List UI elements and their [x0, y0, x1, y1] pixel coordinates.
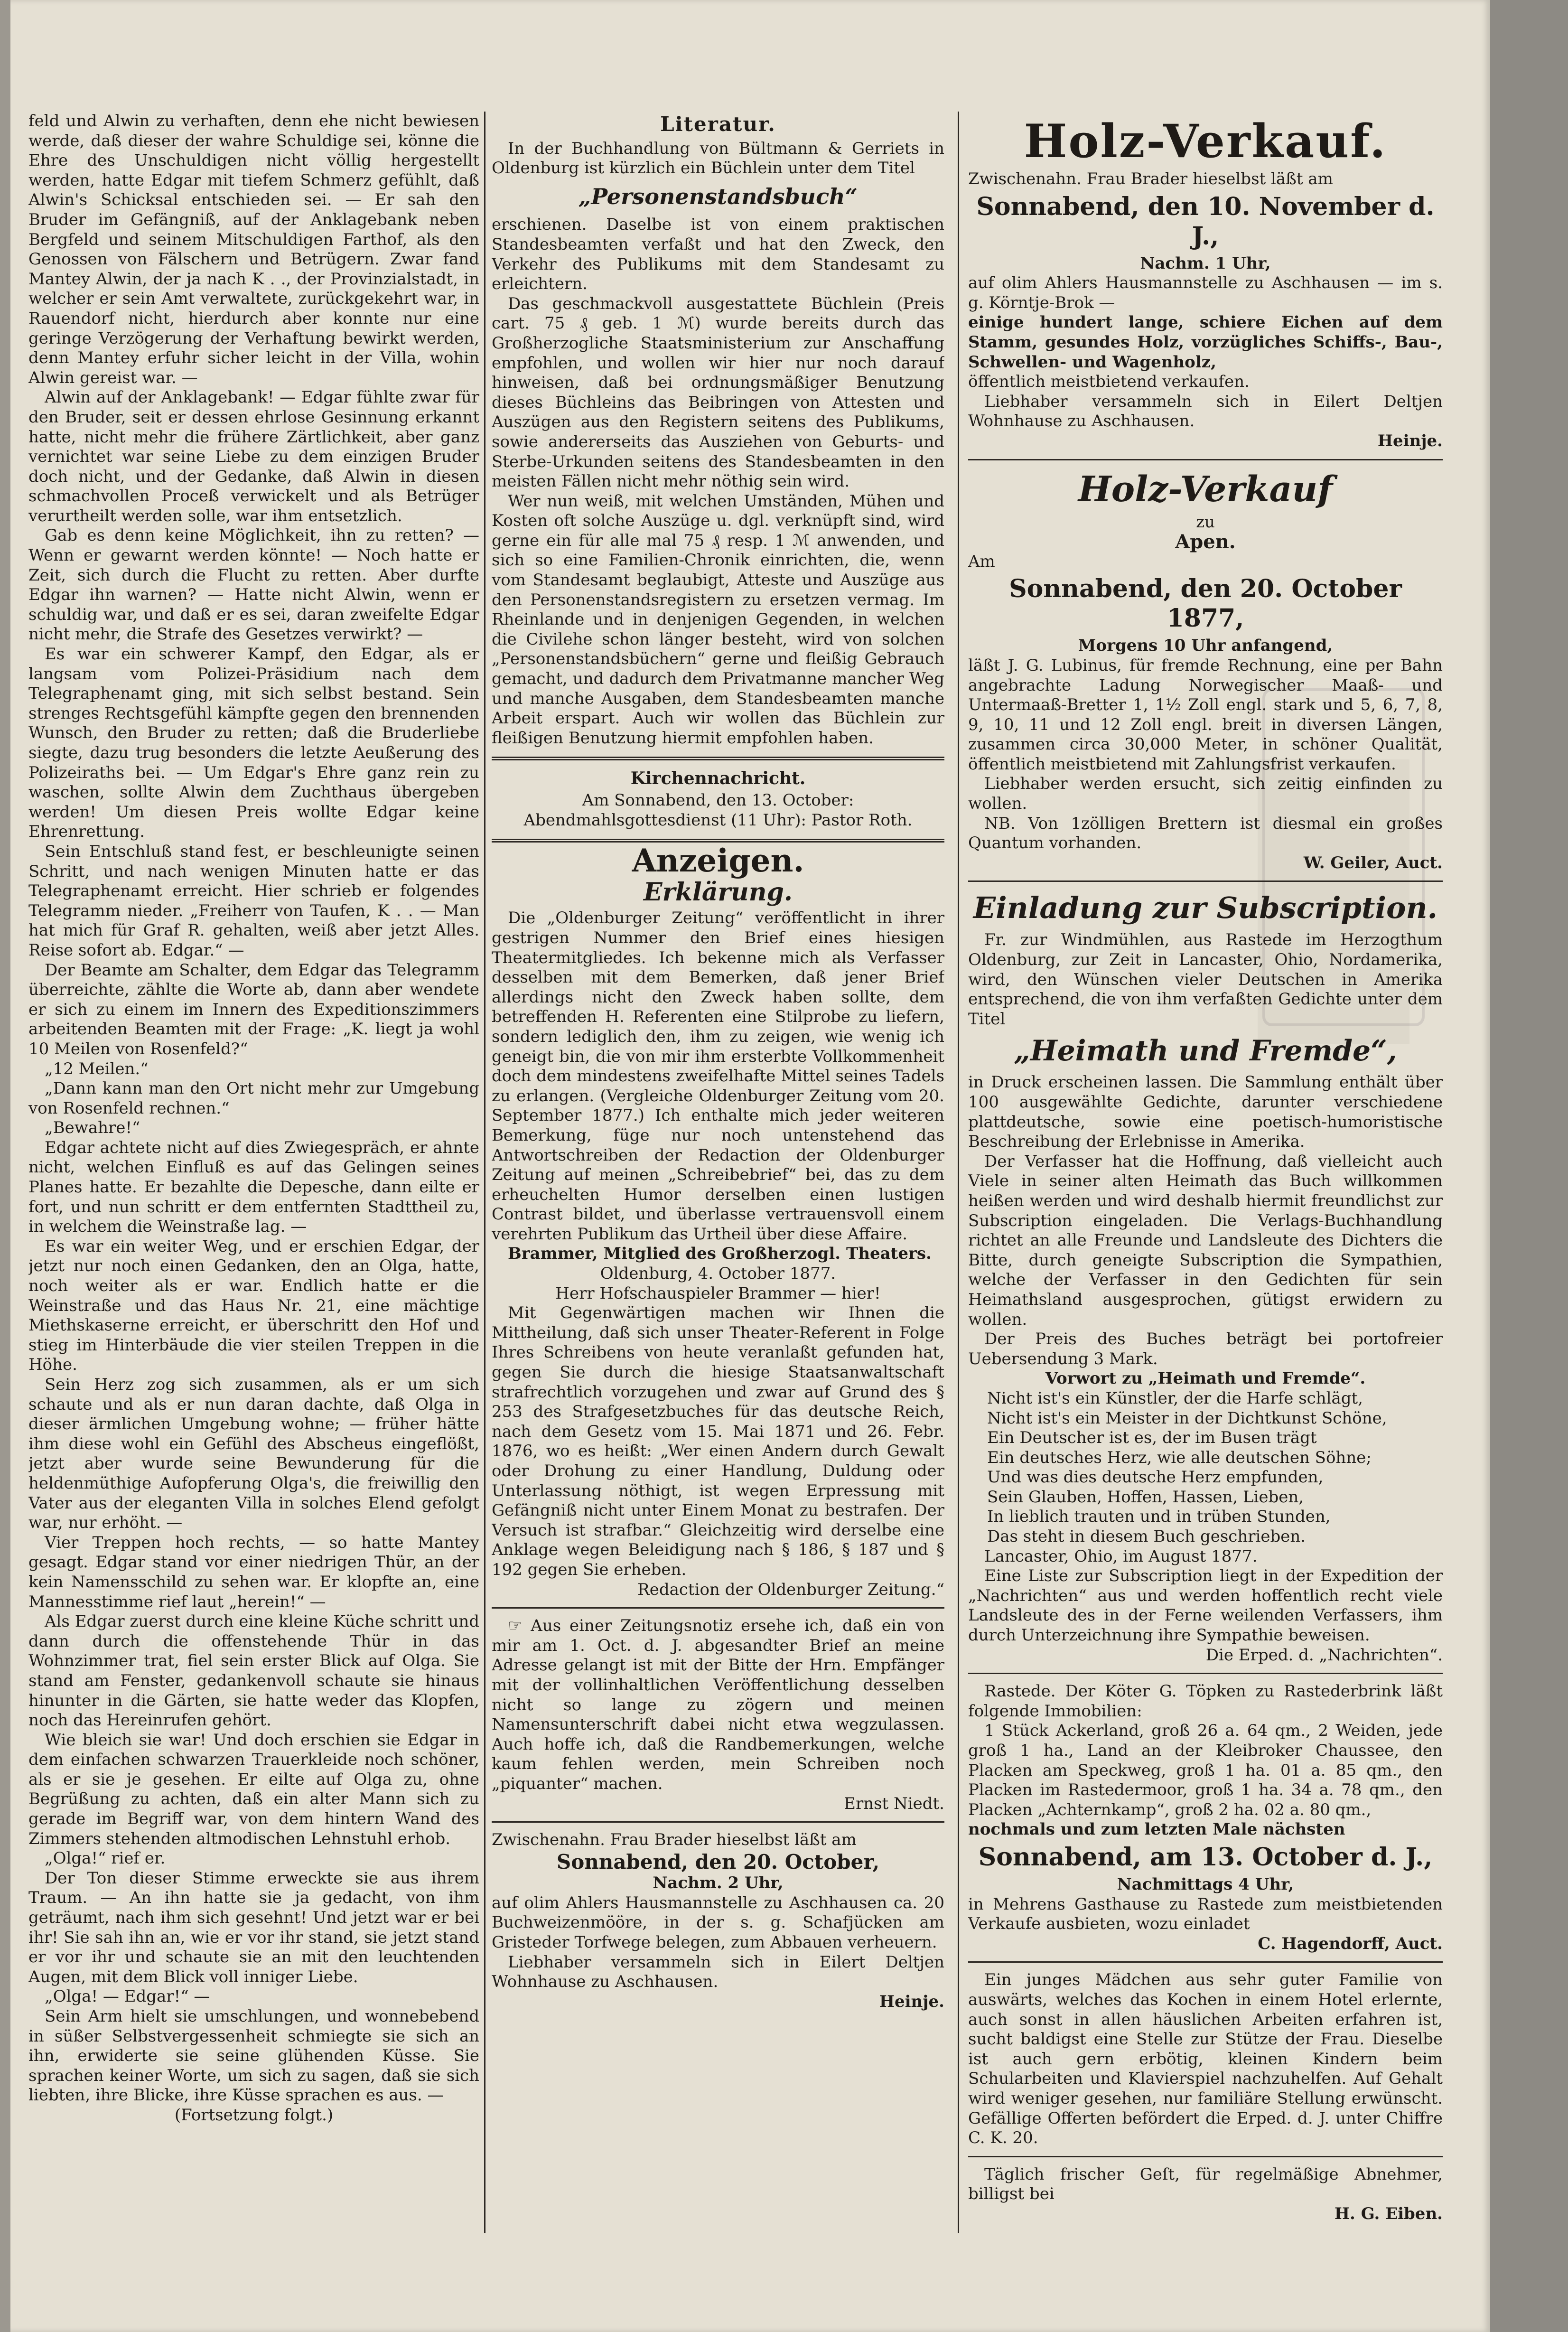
story-paragraph: Vier Treppen hoch rechts, — so hatte Mantey gesagt. Edgar stand vor einer niedrigen Thür, an der kein Namensschild zu sehen war. Er klopfte an, eine Mannesstimme rief laut „herein!“ —	[28, 1533, 479, 1611]
kirchen-heading: Kirchennachricht.	[630, 768, 806, 789]
literatur-paragraph: Wer nun weiß, mit welchen Umständen, Mühen und Kosten oft solche Auszüge u. dgl. verknüpft sind, wird gerne ein für alle mal 75 ₰ resp. 1 ℳ anwenden, und sich so eine Familien-Chronik einrichten, die, wenn vom Standesamt beglaubigt, Atteste und Auszüge aus den Personenstandsregistern zu ersetzen vermag. Im Rheinlande und in denjenigen Gegenden, in welchen die Civilehe schon länger besteht, wird von solchen „Personenstandsbüchern“ gerne und fleißig Gebrauch gemacht, und dadurch dem Privatmanne mancher Weg und manche Ausgaben, dem Standesbeamten manche Arbeit erspart. Auch wir wollen das Büchlein zur fleißigen Benutzung hiermit empfohlen haben.	[492, 491, 944, 748]
section-divider	[492, 1607, 944, 1609]
rastede-paragraph: nochmals und zum letzten Male nächsten	[968, 1820, 1345, 1839]
einladung-paragraph: in Druck erscheinen lassen. Die Sammlung enthält über 100 ausgewählte Gedichte, darunter verschiedene plattdeutsche, sowie eine poetisch-humoristische Beschreibung der Erlebnisse in Amerika.	[968, 1073, 1443, 1152]
holz-paragraph: auf olim Ahlers Hausmannstelle zu Aschhausen — im s. g. Körntje-Brok —	[968, 273, 1443, 312]
oldenburg-date: Oldenburg, 4. October 1877.	[600, 1264, 836, 1283]
redaction-signature: Redaction der Oldenburger Zeitung.“	[637, 1580, 944, 1599]
vorwort-heading: Vorwort zu „Heimath und Fremde“.	[1045, 1369, 1366, 1388]
notiz-signature: Ernst Niedt.	[844, 1794, 944, 1813]
anzeigen-heading: Anzeigen.	[632, 842, 804, 880]
rastede-paragraph: 1 Stück Ackerland, groß 26 a. 64 qm., 2 Weiden, jede groß 1 ha., Land an der Kleibroker Chaussee, den Placken am Speckweg, groß 1 ha. 01 a. 85 qm., den Placken im Rastedermoor, groß 1 ha. 34 a. 78 qm., den Placken „Achternkamp“, groß 2 ha. 02 a. 80 qm.,	[968, 1721, 1443, 1819]
story-paragraph: Als Edgar zuerst durch eine kleine Küche schritt und dann durch die offenstehende Thür in das Wohnzimmer trat, fiel sein erster Blick auf Olga. Sie stand am Fenster, gedankenvoll schaute sie hinaus hinunter in die Gärten, sie hatte weder das Klopfen, noch das Hereinrufen gehört.	[28, 1612, 479, 1730]
poem-line: Und was dies deutsche Herz empfunden,	[987, 1468, 1324, 1487]
poem-line: Ein deutsches Herz, wie alle deutschen Söhne;	[987, 1448, 1372, 1467]
brief-paragraph: Mit Gegenwärtigen machen wir Ihnen die Mittheilung, daß sich unser Theater-Referent in Folge Ihres Schreibens von heute veranlaßt gefunden hat, gegen Sie durch die hiesige Staatsanwaltschaft strafrechtlich vorzugehen und zwar auf Grund des § 253 des Strafgesetzbuches für das deutsche Reich, nach dem Gesetz vom 15. Mai 1871 und 26. Febr. 1876, wo es heißt: „Wer einen Andern durch Gewalt oder Drohung zu einer Handlung, Duldung oder Unterlassung nöthigt, ist wegen Erpressung mit Gefängniß nicht unter Einem Monat zu bestrafen. Der Versuch ist strafbar.“ Gleichzeitig wird derselbe eine Anklage wegen Beleidigung nach § 186, § 187 und § 192 gegen Sie erheben.	[492, 1303, 944, 1579]
holz-bold-paragraph: einige hundert lange, schiere Eichen auf dem Stamm, gesundes Holz, vorzügliches Schiffs-, Bau-, Schwellen- und Wagenholz,	[968, 313, 1443, 372]
story-paragraph: „12 Meilen.“	[45, 1059, 149, 1078]
literatur-paragraph: Das geschmackvoll ausgestattete Büchlein (Preis cart. 75 ₰ geb. 1 ℳ) wurde bereits durch das Großherzogliche Staatsministerium zur Anschaffung empfohlen, und wollen wir hier nur noch darauf hinweisen, daß bei ordnungsmäßiger Benutzung dieses Büchleins das Beibringen von Attesten und Auszügen aus den Registern seitens des Publikums, sowie andererseits das Ausziehen von Geburts- und Sterbe-Urkunden seitens des Standesbeamten in den meisten Fällen nicht mehr nöthig sein wird.	[492, 294, 944, 491]
holz2-place: Apen.	[1175, 531, 1236, 553]
eiben-paragraph: Täglich frischer Geſt, für regelmäßige Abnehmer, billigst bei	[968, 2164, 1443, 2204]
section-divider	[968, 1961, 1443, 1963]
story-paragraph: Es war ein schwerer Kampf, den Edgar, als er langsam vom Polizei-Präsidium nach dem Telegraphenamt ging, mit sich selbst bestand. Sein strenges Rechtsgefühl kämpfte gegen den brennenden Wunsch, den Bruder zu retten; daß die Bruderliebe siegte, dazu trug besonders die letzte Aeußerung des Polizeiraths bei. — Um Edgar's Ehre ganz rein zu waschen, sollte Alwin dem Zuchthaus übergeben werden! Um diesen Preis wollte Edgar keine Ehrenrettung.	[28, 645, 479, 842]
column-serial-story	[28, 112, 479, 2276]
holz2-signature: W. Geiler, Auct.	[1303, 853, 1443, 872]
column-rule-left	[484, 112, 485, 2233]
notiz-paragraph: ☞ Aus einer Zeitungsnotiz ersehe ich, daß ein von mir am 1. Oct. d. J. abgesandter Brief an meine Adresse gelangt ist mit der Bitte der Hrn. Empfänger mit der vollinhaltlichen Veröffentlichung desselben nicht so lange zu zögern und meinen Namensunterschrift dabei nicht etwa wegzulassen. Auch hoffe ich, daß die Randbemerkungen, welche kaum fehlen werden, mein Schreiben noch „piquanter“ machen.	[492, 1616, 944, 1793]
brammer-signature: Brammer, Mitglied des Großherzogl. Theaters.	[508, 1244, 932, 1264]
holz-signature: Heinje.	[1377, 431, 1443, 450]
story-paragraph: Gab es denn keine Möglichkeit, ihn zu retten? — Wenn er gewarnt werden könnte! — Noch hatte er Zeit, sich durch die Flucht zu retten. Aber durfte Edgar ihn warnen? — Hatte nicht Alwin, wenn er schuldig war, und daß er es sei, daran zweifelte Edgar nicht mehr, die Strafe des Gesetzes verwirkt? —	[28, 526, 479, 644]
story-paragraph: „Olga!“ rief er.	[45, 1849, 166, 1868]
literatur-paragraph: erschienen. Daselbe ist von einem praktischen Standesbeamten verfaßt und hat den Zweck, den Verkehr des Publikums mit dem Standesamt zu erleichtern.	[492, 215, 944, 294]
column-advertisements	[968, 112, 1443, 2295]
poem-line: Ein Deutscher ist es, der im Busen trägt	[987, 1428, 1317, 1448]
einladung-paragraph: Eine Liste zur Subscription liegt in der Expedition der „Nachrichten“ aus und werden hoffentlich recht viele Landsleute des in der Ferne weilenden Verfassers, ihm durch Unterzeichnung ihre Sympathie beweisen.	[968, 1566, 1443, 1645]
story-paragraph: „Bewahre!“	[45, 1118, 140, 1138]
story-paragraph: Der Beamte am Schalter, dem Edgar das Telegramm überreichte, zählte die Worte ab, dann aber wendete er sich zu einem im Innern des Expeditionszimmers arbeitenden Beamten mit der Frage: „K. liegt ja wohl 10 Meilen von Rosenfeld?“	[28, 960, 479, 1058]
holz2-am: Am	[968, 552, 995, 571]
section-divider	[968, 459, 1443, 460]
poem-line: Sein Glauben, Hoffen, Hassen, Lieben,	[987, 1487, 1304, 1507]
story-paragraph: Der Ton dieser Stimme erweckte sie aus ihrem Traum. — An ihn hatte sie ja gedacht, von ihm geträumt, nach ihm sich gesehnt! Und jetzt war er bei ihr! Sie sah ihn an, wie er vor ihr stand, sie jetzt stand er vor ihr und schaute sie an mit den leuchtenden Augen, mit dem Blick voll inniger Liebe.	[28, 1868, 479, 1986]
story-paragraph: Es war ein weiter Weg, und er erschien Edgar, der jetzt nur noch einen Gedanken, den an Olga, hatte, noch weiter als er war. Endlich hatte er die Weinstraße und das Haus Nr. 21, eine mächtige Miethskaserne erreicht, er überschritt den Hof und stieg im Hinterbäude die vier steilen Treppen in die Höhe.	[28, 1236, 479, 1375]
binding-gutter	[0, 0, 10, 2332]
poem	[987, 1389, 1443, 1547]
story-paragraph: Sein Arm hielt sie umschlungen, und wonnebebend in süßer Selbstvergessenheit schmiegte sie sich an ihn, erwiderte sie seine glühenden Küsse. Sie sprachen keiner Worte, um sich zu sagen, daß sie sich liebten, ihre Blicke, ihre Küsse sprachen es aus. —	[28, 2007, 479, 2105]
einladung-signature: Die Erped. d. „Nachrichten“.	[1205, 1645, 1443, 1665]
erklaerung-heading: Erklärung.	[644, 877, 793, 907]
poem-place-date: Lancaster, Ohio, im August 1877.	[984, 1546, 1258, 1566]
holz2-zu: zu	[1196, 512, 1215, 532]
section-divider	[968, 880, 1443, 882]
story-paragraph: Sein Entschluß stand fest, er beschleunigte seinen Schritt, und nach wenigen Minuten hatte er das Telegraphenamt erreicht. Hier schrieb er folgendes Telegramm nieder. „Freiherr von Taufen, K . . — Man hat mich für Graf R. gehalten, weiß aber jetzt Alles. Reise sofort ab. Edgar.“ —	[28, 842, 479, 960]
story-paragraph: Alwin auf der Anklagebank! — Edgar fühlte zwar für den Bruder, seit er dessen ehrlose Gesinnung erkannt hatte, nicht mehr die frühere Zärtlichkeit, aber ganz vernichtet war seine Liebe zu dem einzigen Bruder doch nicht, und der Gedanke, daß Alwin in diesen schmachvollen Proceß verwickelt und als Betrüger verurtheilt werden solle, war ihm entsetzlich.	[28, 388, 479, 525]
literatur-intro: In der Buchhandlung von Bültmann & Gerriets in Oldenburg ist kürzlich ein Büchlein unter dem Titel	[492, 139, 944, 178]
addressee-line: Herr Hofschauspieler Brammer — hier!	[555, 1283, 881, 1303]
column-literature-ads	[492, 112, 944, 2295]
erklaerung-paragraph: Die „Oldenburger Zeitung“ veröffentlicht in ihrer gestrigen Nummer den Brief eines hiesigen Theatermitgliedes. Ich bekenne mich als Verfasser desselben mit dem Bemerken, daß jener Brief allerdings nicht den Zweck haben sollte, dem betreffenden H. Referenten eine Stilprobe zu liefern, sondern lediglich den, ihm zu zeigen, wie wenig ich geneigt bin, die von mir ihm ersterbte Vollkommenheit doch dem mindestens zweifelhafte Mittel seines Tadels zu erlangen. (Vergleiche Oldenburger Zeitung vom 20. September 1877.) Ich enthalte mich jeder weiteren Bemerkung, füge nur noch untenstehend das Antwortschreiben der Redaction der Oldenburger Zeitung auf meinen „Schreibebrief“ bei, das zu dem erheuchelten Humor derselben einen lustigen Contrast bildet, und überlasse vertrauensvoll einem verehrten Publikum das Urtheil über diese Affaire.	[492, 908, 944, 1244]
zwischenahn-paragraph: auf olim Ahlers Hausmannstelle zu Aschhausen ca. 20 Buchweizenmööre, in der s. g. Schafjücken am Gristeder Torfwege belegen, zum Abbauen verheuern.	[492, 1893, 944, 1952]
holz-paragraph: öffentlich meistbietend verkaufen.	[968, 372, 1250, 392]
story-paragraph: Sein Herz zog sich zusammen, als er um sich schaute und als er nun daran dachte, daß Olga in dieser ärmlichen Umgebung wohne; — früher hätte ihm diese wohl ein Gefühl des Abscheus eingeflößt, jetzt aber wurde seine Bewunderung für die heldenmüthige Aufopferung Olga's, die freiwillig den Vater aus der eleganten Villa in solches Elend gefolgt war, nur erhöht. —	[28, 1375, 479, 1533]
holz-time: Nachm. 1 Uhr,	[1140, 253, 1271, 273]
holz-liebhaber: Liebhaber versammeln sich in Eilert Deltjen Wohnhause zu Aschhausen.	[968, 392, 1443, 431]
zwischenahn-signature: Heinje.	[879, 1992, 944, 2011]
poem-line: Das steht in diesem Buch geschrieben.	[987, 1527, 1306, 1546]
holz2-paragraph: läßt J. G. Lubinus, für fremde Rechnung, eine per Bahn angebrachte Ladung Norwegischer Maaß- und Untermaaß-Bretter 1, 1½ Zoll engl. stark und 5, 6, 7, 8, 9, 10, 11 und 12 Zoll engl. breit in diversen Längen, zusammen circa 30,000 Meter, in schöner Qualität, öffentlich meistbietend mit Zahlungsfrist verkaufen.	[968, 656, 1443, 774]
story-paragraph: feld und Alwin zu verhaften, denn ehe nicht bewiesen werde, daß dieser der wahre Schuldige sei, könne die Ehre des Unschuldigen nicht völlig hergestellt werden, hatte Edgar mit tiefem Schmerz gefühlt, daß Alwin's Schicksal entschieden sei. — Er sah den Bruder im Gefängniß, auf der Anklagebank neben Bergfeld und seinem Mitschuldigen Farthof, als den Genossen von Fälschern und Betrügern. Zwar fand Mantey Alwin, der ja nach K . ., der Provinzialstadt, in welcher er sein Amt verwaltete, zurückgekehrt war, in Rauendorf nicht, hierdurch aber konnte nur eine geringe Verzögerung der Verhaftung bewirkt werden, denn Mantey erfuhr sicher leicht in der Villa, wohin Alwin gereist war. —	[28, 112, 479, 387]
einladung-paragraph: Der Preis des Buches beträgt bei portofreier Uebersendung 3 Mark.	[968, 1330, 1443, 1368]
story-paragraph: „Olga! — Edgar!“ —	[45, 1987, 210, 2006]
continuation-note: (Fortsetzung folgt.)	[174, 2105, 334, 2125]
zwischenahn-liebhaber: Liebhaber versammeln sich in Eilert Deltjen Wohnhause zu Aschhausen.	[492, 1952, 944, 1992]
holz2-date: Sonnabend, den 20. October 1877,	[1009, 574, 1402, 633]
holz2-time: Morgens 10 Uhr anfangend,	[1078, 636, 1333, 656]
holz-verkauf-apen-heading: Holz-Verkauf	[1078, 468, 1333, 510]
poem-line: In lieblich trauten und in trüben Stunden,	[987, 1507, 1331, 1527]
rastede-paragraph: in Mehrens Gasthause zu Rastede zum meistbietenden Verkaufe ausbieten, wozu einladet	[968, 1894, 1443, 1934]
zwischenahn-date: Sonnabend, den 20. October,	[556, 1850, 880, 1873]
einladung-heading: Einladung zur Subscription.	[973, 890, 1438, 926]
holz2-nb: NB. Von 1zölligen Brettern ist diesmal ein großes Quantum vorhanden.	[968, 814, 1443, 853]
einladung-paragraph: Fr. zur Windmühlen, aus Rastede im Herzogthum Oldenburg, zur Zeit in Lancaster, Ohio, Nordamerika, wird, den Wünschen vieler Deutschen in Amerika entsprechend, die von ihm verfaßten Gedichte unter dem Titel	[968, 930, 1443, 1029]
maedchen-paragraph: Ein junges Mädchen aus sehr guter Familie von auswärts, welches das Kochen in einem Hotel erlernte, auch sonst in allen häuslichen Arbeiten erfahren ist, sucht baldigst eine Stelle zur Stütze der Frau. Dieselbe ist auch gern erbötig, kleinen Kindern beim Schularbeiten und Klavierspiel nachzuhelfen. Auf Gehalt wird weniger gesehen, nur familiäre Stellung erwünscht. Gefällige Offerten befördert die Erped. d. J. unter Chiffre C. K. 20.	[968, 1970, 1443, 2148]
story-paragraph: Wie bleich sie war! Und doch erschien sie Edgar in dem einfachen schwarzen Trauerkleide noch schöner, als er sie je gesehen. Er eilte auf Olga zu, ohne Begrüßung zu achten, daß ein alter Mann sich zu gerade im Begriff war, von dem hintern Wand des Zimmers stehenden altmodischen Lehnstuhl erhob.	[28, 1730, 479, 1848]
column-rule-right	[958, 112, 959, 2233]
rastede-time: Nachmittags 4 Uhr,	[1117, 1874, 1294, 1894]
heimath-title: „Heimath und Fremde“,	[1014, 1034, 1397, 1068]
zwischenahn-line: Zwischenahn. Frau Brader hieselbst läßt am	[492, 1830, 857, 1850]
rastede-date: Sonnabend, am 13. October d. J.,	[978, 1842, 1433, 1872]
section-divider	[492, 757, 944, 760]
book-title: „Personenstandsbuch“	[578, 183, 858, 209]
einladung-paragraph: Der Verfasser hat die Hoffnung, daß vielleicht auch Viele in seiner alten Heimath das Buch willkommen heißen werden und wird deshalb hiermit freundlichst zur Subscription eingeladen. Die Verlags-Buchhandlung richtet an alle Freunde und Landsleute des Dichters die Bitte, durch geneigte Subscription die Sympathien, welche der Verfasser in den Gedichten für sein Heimathsland ausgesprochen, gütigst erwidern zu wollen.	[968, 1152, 1443, 1329]
story-paragraph: Edgar achtete nicht auf dies Zwiegespräch, er ahnte nicht, welchen Einfluß es auf das Gelingen seines Planes hatte. Er bezahlte die Depesche, dann eilte er fort, und nun schritt er dem entfernten Stadttheil zu, in welchem die Weinstraße lag. —	[28, 1138, 479, 1236]
holz-verkauf-heading: Holz-Verkauf.	[1024, 114, 1387, 168]
story-paragraph: „Dann kann man den Ort nicht mehr zur Umgebung von Rosenfeld rechnen.“	[28, 1079, 479, 1118]
holz-date: Sonnabend, den 10. November d. J.,	[976, 192, 1435, 251]
kirchen-line: Abendmahlsgottesdienst (11 Uhr): Pastor Roth.	[523, 810, 913, 830]
holz-line: Zwischenahn. Frau Brader hieselbst läßt am	[968, 169, 1333, 188]
literatur-heading: Literatur.	[660, 112, 776, 136]
zwischenahn-time: Nachm. 2 Uhr,	[653, 1873, 784, 1893]
holz2-liebhaber: Liebhaber werden ersucht, sich zeitig einfinden zu wollen.	[968, 774, 1443, 814]
rastede-signature: C. Hagendorff, Auct.	[1258, 1934, 1443, 1953]
poem-line: Nicht ist's ein Künstler, der die Harfe schlägt,	[987, 1388, 1363, 1408]
section-divider	[492, 1821, 944, 1823]
eiben-signature: H. G. Eiben.	[1334, 2204, 1443, 2223]
section-divider	[968, 1673, 1443, 1674]
section-divider	[968, 2156, 1443, 2157]
rastede-paragraph: Rastede. Der Köter G. Töpken zu Rastederbrink läßt folgende Immobilien:	[968, 1682, 1443, 1721]
poem-line: Nicht ist's ein Meister in der Dichtkunst Schöne,	[987, 1408, 1387, 1428]
kirchen-line: Am Sonnabend, den 13. October:	[582, 791, 854, 810]
